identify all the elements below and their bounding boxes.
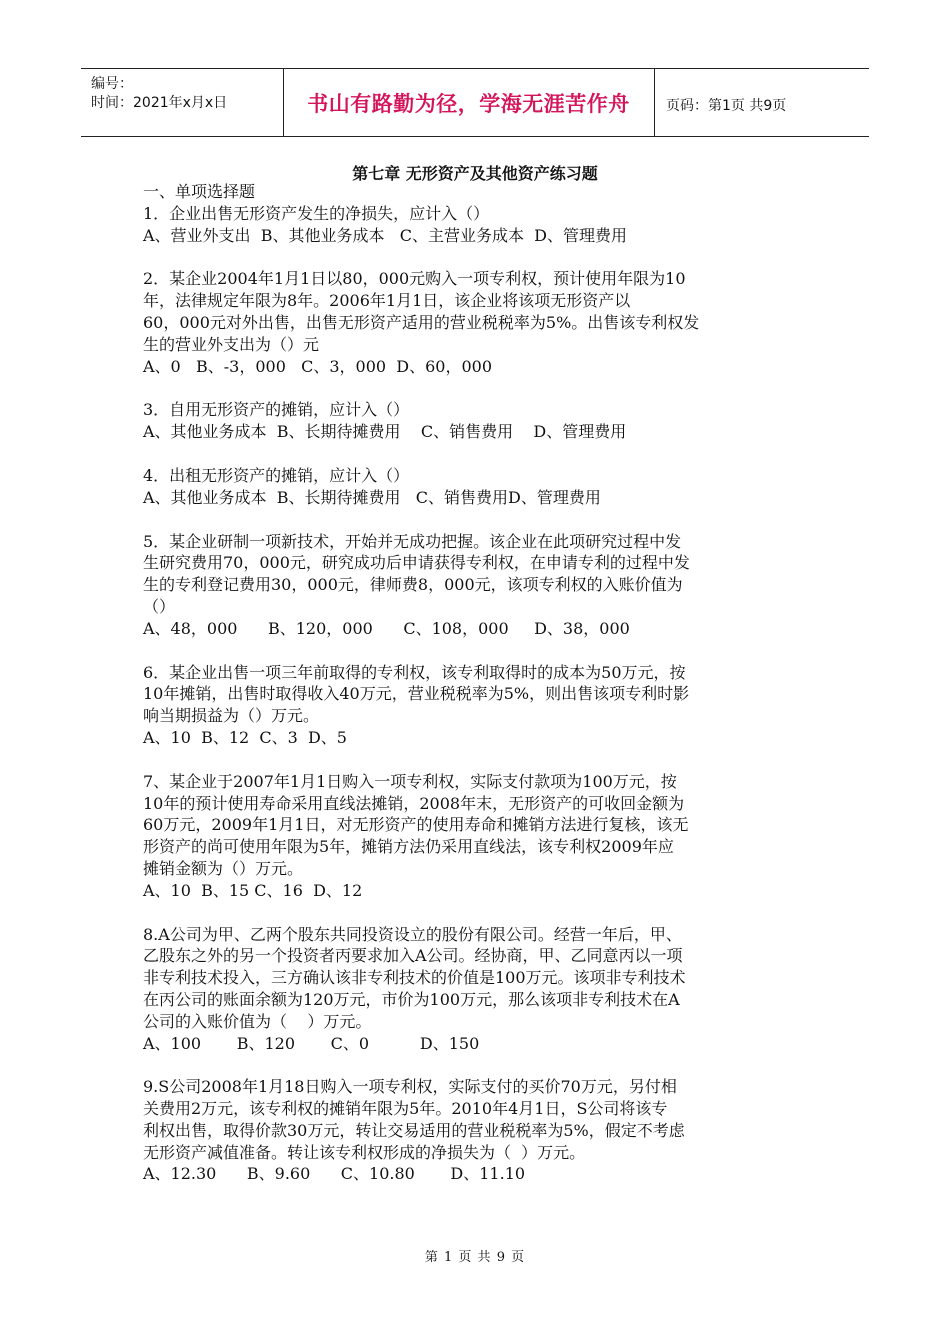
question-item bbox=[143, 531, 813, 640]
question-text: 乙股东之外的另一个投资者丙要求加入A公司。经协商，甲、乙同意丙以一项 bbox=[143, 946, 683, 966]
question-text: 2．某企业2004年1月1日以80，000元购入一项专利权，预计使用年限为10 bbox=[143, 269, 686, 289]
question-text: 5．某企业研制一项新技术，开始并无成功把握。该企业在此项研究过程中发 bbox=[143, 531, 682, 551]
question-text: 生研究费用70，000元，研究成功后申请获得专利权，在申请专利的过程中发 bbox=[143, 553, 690, 573]
answer-options: A、其他业务成本 B、长期待摊费用 C、销售费用D、管理费用 bbox=[143, 487, 601, 507]
answer-options: A、100 B、120 C、0 D、150 bbox=[143, 1033, 480, 1053]
header-divider bbox=[654, 69, 655, 136]
header-motto: 书山有路勤为径，学海无涯苦作舟 bbox=[307, 91, 630, 116]
page-footer: 第 1 页 共 9 页 bbox=[424, 1250, 526, 1265]
question-text: 60万元，2009年1月1日，对无形资产的使用寿命和摊销方法进行复核，该无 bbox=[143, 815, 689, 835]
header-meta bbox=[91, 75, 227, 113]
question-item bbox=[143, 465, 813, 509]
answer-options: A、0 B、-3，000 C、3，000 D、60，000 bbox=[143, 356, 492, 376]
question-item bbox=[143, 771, 813, 902]
question-text: 生的营业外支出为（）元 bbox=[143, 334, 320, 354]
section-heading: 一、单项选择题 bbox=[143, 182, 256, 201]
answer-options: A、10 B、12 C、3 D、5 bbox=[143, 727, 347, 747]
answer-options: A、48，000 B、120，000 C、108，000 D、38，000 bbox=[143, 618, 630, 638]
question-text: 8.A公司为甲、乙两个股东共同投资设立的股份有限公司。经营一年后，甲、 bbox=[143, 924, 682, 944]
question-text: 关费用2万元，该专利权的摊销年限为5年。2010年4月1日，S公司将该专 bbox=[143, 1099, 668, 1119]
header-page-info: 页码：第1页 共9页 bbox=[666, 98, 787, 114]
question-item bbox=[143, 399, 813, 443]
page-header bbox=[81, 68, 869, 137]
question-item bbox=[143, 268, 813, 377]
answer-options: A、营业外支出 B、其他业务成本 C、主营业务成本 D、管理费用 bbox=[143, 225, 627, 245]
chapter-title: 第七章 无形资产及其他资产练习题 bbox=[352, 164, 598, 183]
question-text: 10年摊销，出售时取得收入40万元，营业税税率为5%，则出售该项专利时影 bbox=[143, 684, 690, 704]
question-text: 年，法律规定年限为8年。2006年1月1日，该企业将该项无形资产以 bbox=[143, 291, 631, 311]
question-text: 在丙公司的账面余额为120万元，市价为100万元，那么该项非专利技术在A bbox=[143, 989, 680, 1009]
answer-options: A、其他业务成本 B、长期待摊费用 C、销售费用 D、管理费用 bbox=[143, 422, 627, 442]
answer-options: A、12.30 B、9.60 C、10.80 D、11.10 bbox=[143, 1164, 526, 1184]
exercise-content bbox=[143, 181, 813, 1185]
question-item bbox=[143, 924, 813, 1055]
question-item bbox=[143, 662, 813, 749]
question-text: 9.S公司2008年1月18日购入一项专利权，实际支付的买价70万元，另付相 bbox=[143, 1077, 677, 1097]
question-text: 无形资产减值准备。转让该专利权形成的净损失为（ ）万元。 bbox=[143, 1142, 586, 1162]
doc-number-label: 编号： bbox=[91, 76, 133, 92]
question-text: 非专利技术投入，三方确认该非专利技术的价值是100万元。该项非专利技术 bbox=[143, 968, 686, 988]
question-text: 响当期损益为（）万元。 bbox=[143, 706, 320, 726]
question-text: 摊销金额为（）万元。 bbox=[143, 858, 304, 878]
question-text: 公司的入账价值为（ ）万元。 bbox=[143, 1011, 372, 1031]
answer-options: A、10 B、15 C、16 D、12 bbox=[143, 880, 363, 900]
question-text: 7、某企业于2007年1月1日购入一项专利权，实际支付款项为100万元，按 bbox=[143, 771, 677, 791]
question-text: 3．自用无形资产的摊销，应计入（） bbox=[143, 400, 410, 420]
question-text: 60，000元对外出售，出售无形资产适用的营业税税率为5%。出售该专利权发 bbox=[143, 312, 700, 332]
question-text: 生的专利登记费用30，000元，律师费8，000元，该项专利权的入账价值为 bbox=[143, 575, 683, 595]
question-text: 利权出售，取得价款30万元，转让交易适用的营业税税率为5%，假定不考虑 bbox=[143, 1120, 685, 1140]
doc-time-label: 时间：2021年x月x日 bbox=[91, 95, 228, 111]
question-item bbox=[143, 203, 813, 247]
question-text: 形资产的尚可使用年限为5年，摊销方法仍采用直线法，该专利权2009年应 bbox=[143, 837, 674, 857]
question-text: 1．企业出售无形资产发生的净损失，应计入（） bbox=[143, 203, 490, 223]
question-text: 6．某企业出售一项三年前取得的专利权，该专利取得时的成本为50万元，按 bbox=[143, 662, 686, 682]
question-list bbox=[143, 203, 813, 1185]
question-text: 4．出租无形资产的摊销，应计入（） bbox=[143, 465, 410, 485]
question-text: 10年的预计使用寿命采用直线法摊销，2008年末，无形资产的可收回金额为 bbox=[143, 793, 685, 813]
question-text: （） bbox=[143, 596, 176, 616]
question-item bbox=[143, 1076, 813, 1185]
